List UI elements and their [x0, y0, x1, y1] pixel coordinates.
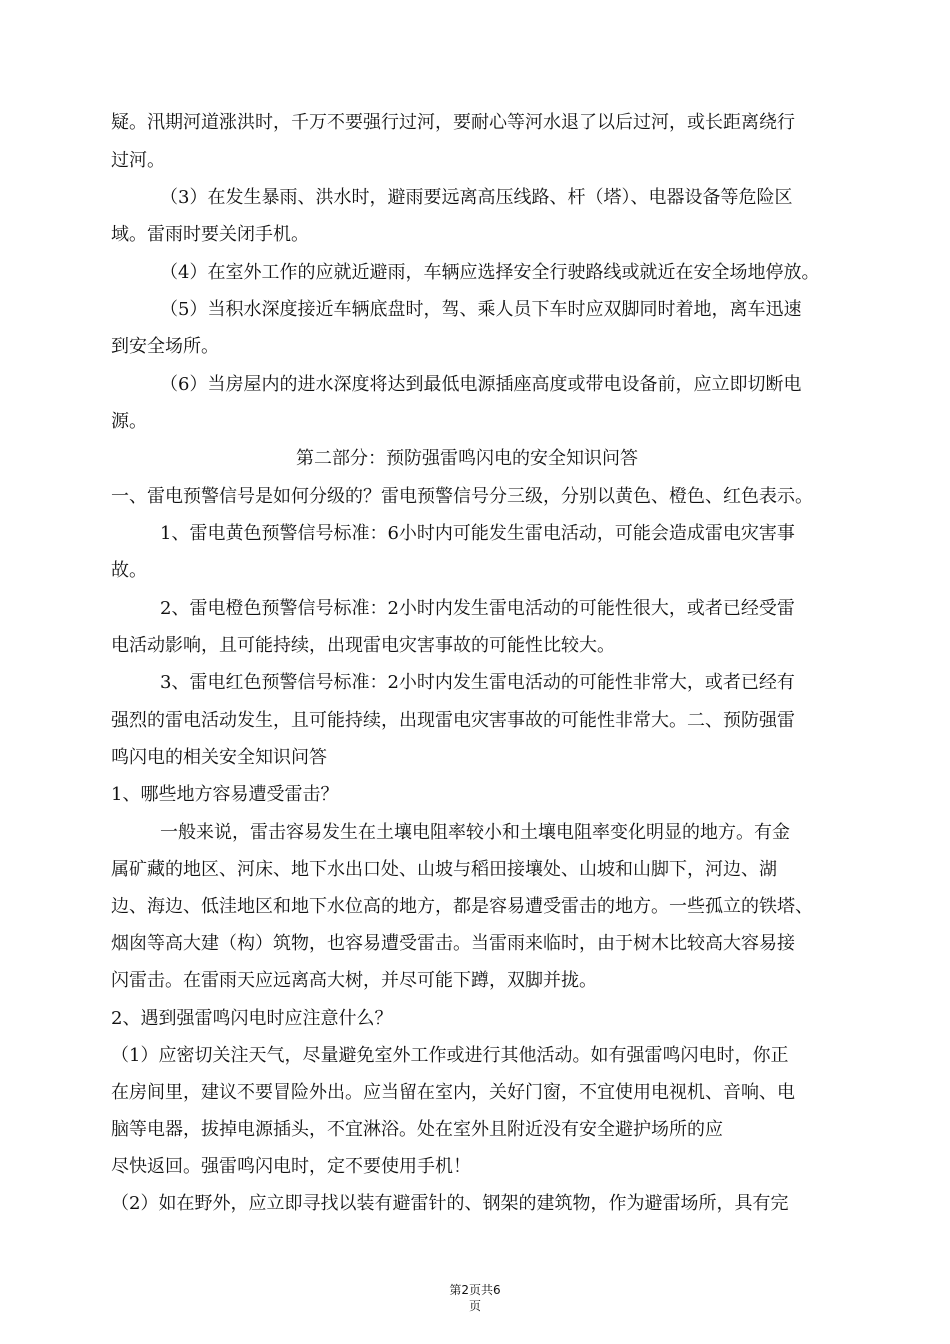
text-line: （3）在发生暴雨、洪水时，避雨要远离高压线路、杆（塔）、电器设备等危险区: [160, 187, 793, 208]
text-line: 属矿藏的地区、河床、地下水出口处、山坡与稻田接壤处、山坡和山脚下，河边、湖: [111, 859, 777, 880]
text-line: （2）如在野外，应立即寻找以装有避雷针的、钢架的建筑物，作为避雷场所，具有完: [111, 1193, 789, 1214]
text-line: （1）应密切关注天气，尽量避免室外工作或进行其他活动。如有强雷鸣闪电时，你正: [111, 1045, 789, 1066]
text-line: 在房间里，建议不要冒险外出。应当留在室内，关好门窗，不宜使用电视机、音响、电: [111, 1082, 795, 1103]
text-line: 2、雷电橙色预警信号标准：2小时内发生雷电活动的可能性很大，或者已经受雷: [160, 598, 795, 619]
text-line: 到安全场所。: [111, 336, 219, 357]
text-line: 电活动影响，且可能持续，出现雷电灾害事故的可能性比较大。: [111, 635, 615, 656]
text-line: （4）在室外工作的应就近避雨，车辆应选择安全行驶路线或就近在安全场地停放。: [160, 262, 820, 283]
text-line: 边、海边、低洼地区和地下水位高的地方，都是容易遭受雷击的地方。一些孤立的铁塔、: [111, 896, 813, 917]
text-line: 一般来说，雷击容易发生在土壤电阻率较小和土壤电阻率变化明显的地方。有金: [160, 822, 790, 843]
text-line: 1、雷电黄色预警信号标准：6小时内可能发生雷电活动，可能会造成雷电灾害事: [160, 523, 795, 544]
text-line: 过河。: [111, 150, 165, 171]
text-line: 一、雷电预警信号是如何分级的？雷电预警信号分三级，分别以黄色、橙色、红色表示。: [111, 486, 813, 507]
text-line: 烟囱等高大建（构）筑物，也容易遭受雷击。当雷雨来临时，由于树木比较高大容易接: [111, 933, 795, 954]
page-number: 第2页共6: [449, 1283, 501, 1297]
question-line: 1、哪些地方容易遭受雷击？: [111, 784, 339, 805]
text-line: 故。: [111, 560, 147, 581]
page-number-suffix: 页: [468, 1299, 481, 1313]
text-line: 3、雷电红色预警信号标准：2小时内发生雷电活动的可能性非常大，或者已经有: [160, 672, 795, 693]
question-line: 2、遇到强雷鸣闪电时应注意什么？: [111, 1008, 393, 1029]
section-heading: 第二部分：预防强雷鸣闪电的安全知识问答: [296, 448, 638, 469]
text-line: 源。: [111, 411, 147, 432]
text-line: 闪雷击。在雷雨天应远离高大树，并尽可能下蹲，双脚并拢。: [111, 970, 597, 991]
text-line: （6）当房屋内的进水深度将达到最低电源插座高度或带电设备前，应立即切断电: [160, 374, 802, 395]
text-line: 鸣闪电的相关安全知识问答: [111, 747, 327, 768]
text-line: 强烈的雷电活动发生，且可能持续，出现雷电灾害事故的可能性非常大。二、预防强雷: [111, 710, 795, 731]
text-line: 域。雷雨时要关闭手机。: [111, 224, 309, 245]
text-line: 疑。汛期河道涨洪时，千万不要强行过河，要耐心等河水退了以后过河，或长距离绕行: [111, 112, 795, 133]
text-line: 脑等电器，拔掉电源插头，不宜淋浴。处在室外且附近没有安全避护场所的应: [111, 1119, 723, 1140]
text-line: 尽快返回。强雷鸣闪电时，定不要使用手机！: [111, 1156, 471, 1177]
text-line: （5）当积水深度接近车辆底盘时，驾、乘人员下车时应双脚同时着地，离车迅速: [160, 299, 802, 320]
